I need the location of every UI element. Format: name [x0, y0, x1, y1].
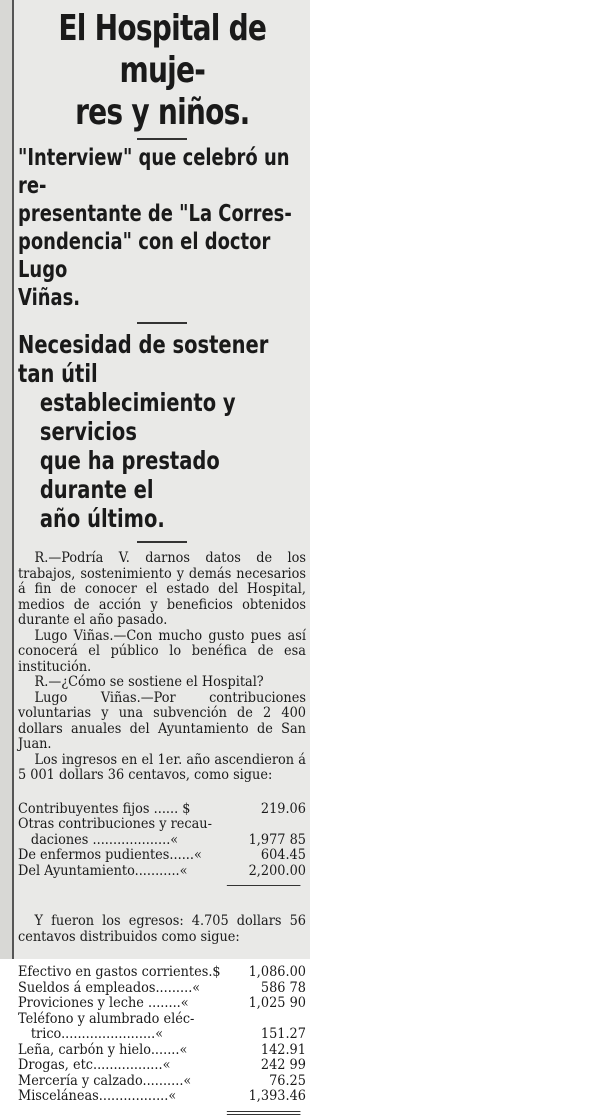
subheadline-line: pondencia" con el doctor Lugo	[18, 229, 271, 283]
subheadline-line: establecimiento y servicios	[39, 388, 236, 446]
ledger-row: Del Ayuntamiento...........« 2,200.00	[18, 862, 306, 879]
headline-line: res y niños.	[75, 92, 250, 133]
paragraph: Y fueron los egresos: 4.705 dollars 56 centavos distribuidos como sigue:	[18, 913, 306, 945]
interview-body	[18, 551, 306, 784]
ledger-row: trico.......................« 151.27	[30, 1026, 306, 1042]
paragraph: Los ingresos en el 1er. año ascendieron á 5 001 dollars 36 centavos, como sigue:	[18, 751, 306, 783]
ledger-row: Leña, carbón y hielo.......« 142.91	[18, 1041, 306, 1058]
egresos-intro	[18, 914, 306, 945]
subheadline-line: Necesidad de sostener tan útil	[18, 330, 269, 388]
article-column	[18, 0, 306, 1115]
paragraph: Lugo Viñas.—Por contribuciones voluntarias y una subvención de 2 400 dollars anuales del Ayuntamiento de San Juan.	[18, 689, 306, 752]
ledger-row: Mercería y calzado..........« 76.25	[18, 1072, 306, 1089]
column-rule	[12, 0, 14, 959]
ingresos-table	[18, 802, 306, 887]
paragraph: Lugo Viñas.—Con mucho gusto pues así conocerá el público lo benéfica de esa institución.	[18, 627, 306, 675]
ledger-row: Drogas, etc.................« 242 99	[18, 1057, 306, 1073]
ledger-row: De enfermos pudientes......« 604.45	[18, 847, 306, 863]
subheadline-line: presentante de "La Corres-	[18, 201, 292, 227]
subheadline-line: Viñas.	[18, 285, 81, 311]
ledger-row: Proviciones y leche ........« 1,025 90	[18, 995, 306, 1011]
total-rule	[227, 1111, 301, 1115]
total-rule	[227, 885, 301, 886]
egresos-table	[18, 965, 306, 1115]
ledger-row: daciones ...................« 1,977 85	[30, 831, 306, 848]
ledger-row: Efectivo en gastos corrientes.$ 1,086.00	[18, 964, 306, 980]
subheadline-line: que ha prestado durante el	[39, 446, 220, 504]
subheadline-line: "Interview" que celebró un re-	[18, 145, 290, 199]
ledger-row: Misceláneas.................« 1,393.46	[18, 1088, 306, 1104]
headline	[18, 8, 307, 134]
subheadline-interview	[18, 144, 305, 312]
headline-line: El Hospital de muje-	[58, 8, 267, 91]
ledger-row: Contribuyentes fijos ...... $ 219.06	[18, 800, 306, 817]
paragraph: R.—¿Cómo se sostiene el Hospital?	[34, 674, 264, 690]
subheadline-necesidad	[18, 330, 305, 533]
paragraph: R.—Podría V. darnos datos de los trabajos, sostenimiento y demás necesarios á fin de conocer el estado del Hospital, medios de acción y beneficios obtenidos durante el año pasado.	[18, 550, 306, 628]
subheadline-line: año último.	[39, 504, 165, 533]
ledger-row: Sueldos á empleados.........« 586 78	[18, 979, 306, 996]
ledger-row: Otras contribuciones y recau-	[18, 816, 212, 832]
ledger-row: Teléfono y alumbrado eléc-	[18, 1010, 195, 1027]
